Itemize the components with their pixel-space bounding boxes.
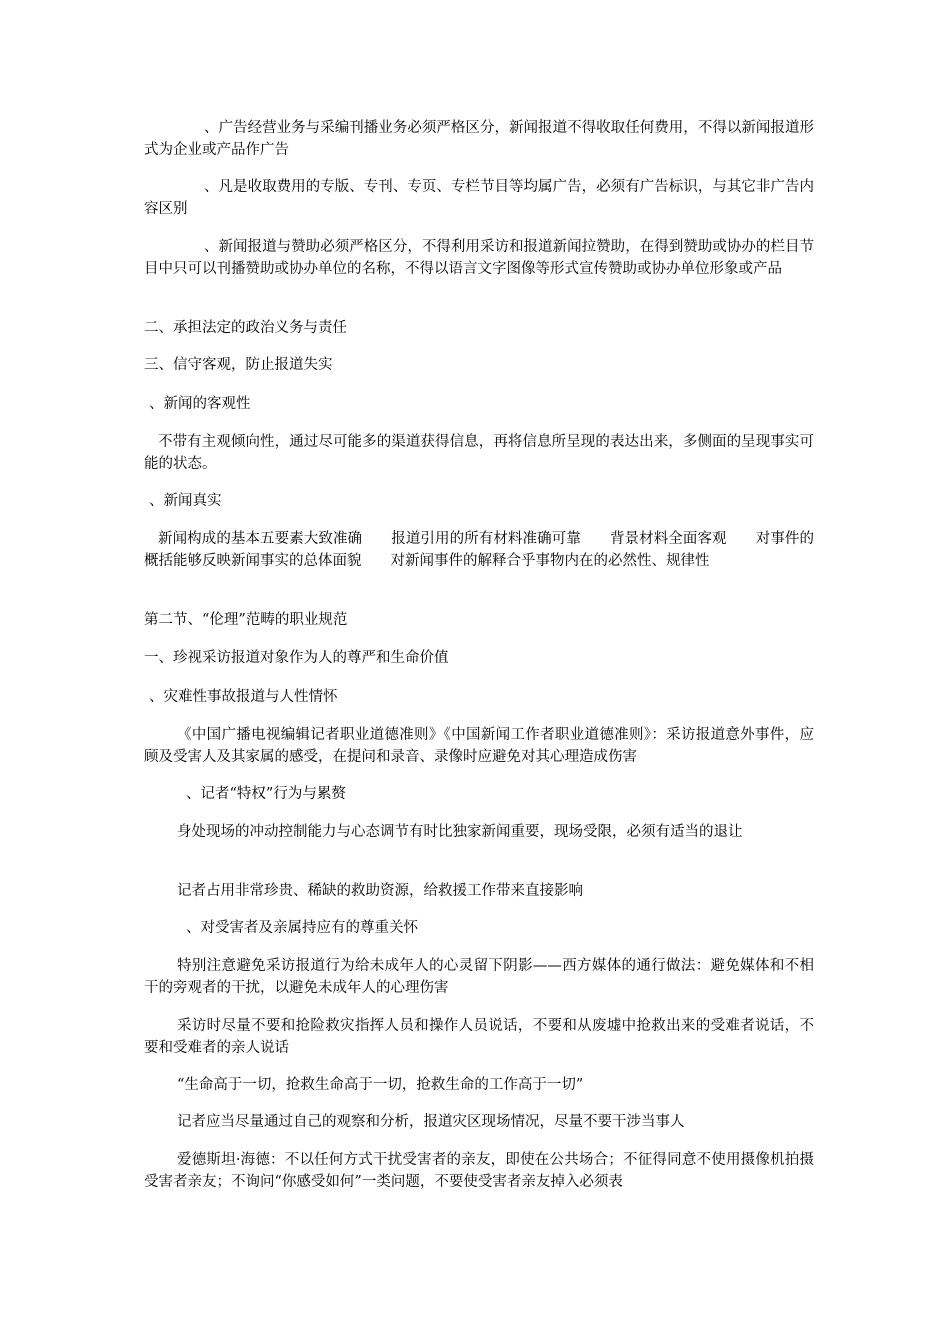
paragraph-observe-report: 记者应当尽量通过自己的观察和分析，报道灾区现场情况，尽量不要干涉当事人 [177, 1114, 685, 1130]
paragraph-ad-separation: 、广告经营业务与采编刊播业务必须严格区分，新闻报道不得收取任何费用，不得以新闻报道形式为企业或产品作广告 [144, 120, 814, 158]
paragraph-rescue-resources: 记者占用非常珍贵、稀缺的救助资源，给救援工作带来直接影响 [177, 883, 583, 899]
heading-political-duty: 二、承担法定的政治义务与责任 [144, 320, 347, 336]
heading-objectivity: 三、信守客观，防止报道失实 [144, 357, 333, 373]
paragraph-interview-restrictions: 采访时尽量不要和抢险救灾指挥人员和操作人员说话，不要和从废墟中抢救出来的受难者说话，不要和受难者的亲人说话 [144, 1018, 814, 1056]
paragraph-objectivity-definition: 不带有主观倾向性，通过尽可能多的渠道获得信息，再将信息所呈现的表达出来，多侧面的呈现事实可能的状态。 [144, 434, 814, 472]
paragraph-minors-protection: 特别注意避免采访报道行为给未成年人的心灵留下阴影——西方媒体的通行做法：避免媒体和不相干的旁观者的干扰，以避免未成年人的心理伤害 [144, 958, 814, 996]
subheading-news-objectivity: 、新闻的客观性 [149, 396, 251, 412]
subheading-respect-victims: 、对受害者及亲属持应有的尊重关怀 [186, 920, 418, 936]
paragraph-sponsorship: 、新闻报道与赞助必须严格区分，不得利用采访和报道新闻拉赞助，在得到赞助或协办的栏目节目中只可以刊播赞助或协办单位的名称，不得以语言文字图像等形式宣传赞助或协办单位形象或产品 [144, 239, 814, 277]
paragraph-ethics-codes: 《中国广播电视编辑记者职业道德准则》《中国新闻工作者职业道德准则》：采访报道意外事件，应顾及受害人及其家属的感受，在提问和录音、录像时应避免对其心理造成伤害 [144, 727, 814, 765]
subheading-reporter-privilege: 、记者“特权”行为与累赘 [186, 786, 346, 802]
paragraph-ad-labeling: 、凡是收取费用的专版、专刊、专页、专栏节目等均属广告，必须有广告标识，与其它非广告内容区别 [144, 179, 814, 217]
heading-section-two-ethics: 第二节、“伦理”范畴的职业规范 [144, 612, 348, 628]
paragraph-impulse-control: 身处现场的冲动控制能力与心态调节有时比独家新闻重要，现场受限，必须有适当的退让 [177, 824, 743, 840]
paragraph-truth-elements: 新闻构成的基本五要素大致准确 报道引用的所有材料准确可靠 背景材料全面客观 对事件的概括能够反映新闻事实的总体面貌 对新闻事件的解释合乎事物内在的必然性、规律性 [144, 531, 814, 569]
heading-dignity-life: 一、珍视采访报道对象作为人的尊严和生命价值 [144, 650, 449, 666]
paragraph-edstein-hyde: 爱德斯坦·海德：不以任何方式干扰受害者的亲友，即使在公共场合；不征得同意不使用摄像机拍摄受害者亲友；不询问“你感受如何”一类问题，不要使受害者亲友掉入必须表 [144, 1152, 814, 1190]
subheading-disaster-reporting: 、灾难性事故报道与人性情怀 [149, 689, 338, 705]
paragraph-life-first-quote: “生命高于一切，抢救生命高于一切，抢救生命的工作高于一切” [177, 1077, 584, 1093]
subheading-news-truth: 、新闻真实 [149, 493, 222, 509]
